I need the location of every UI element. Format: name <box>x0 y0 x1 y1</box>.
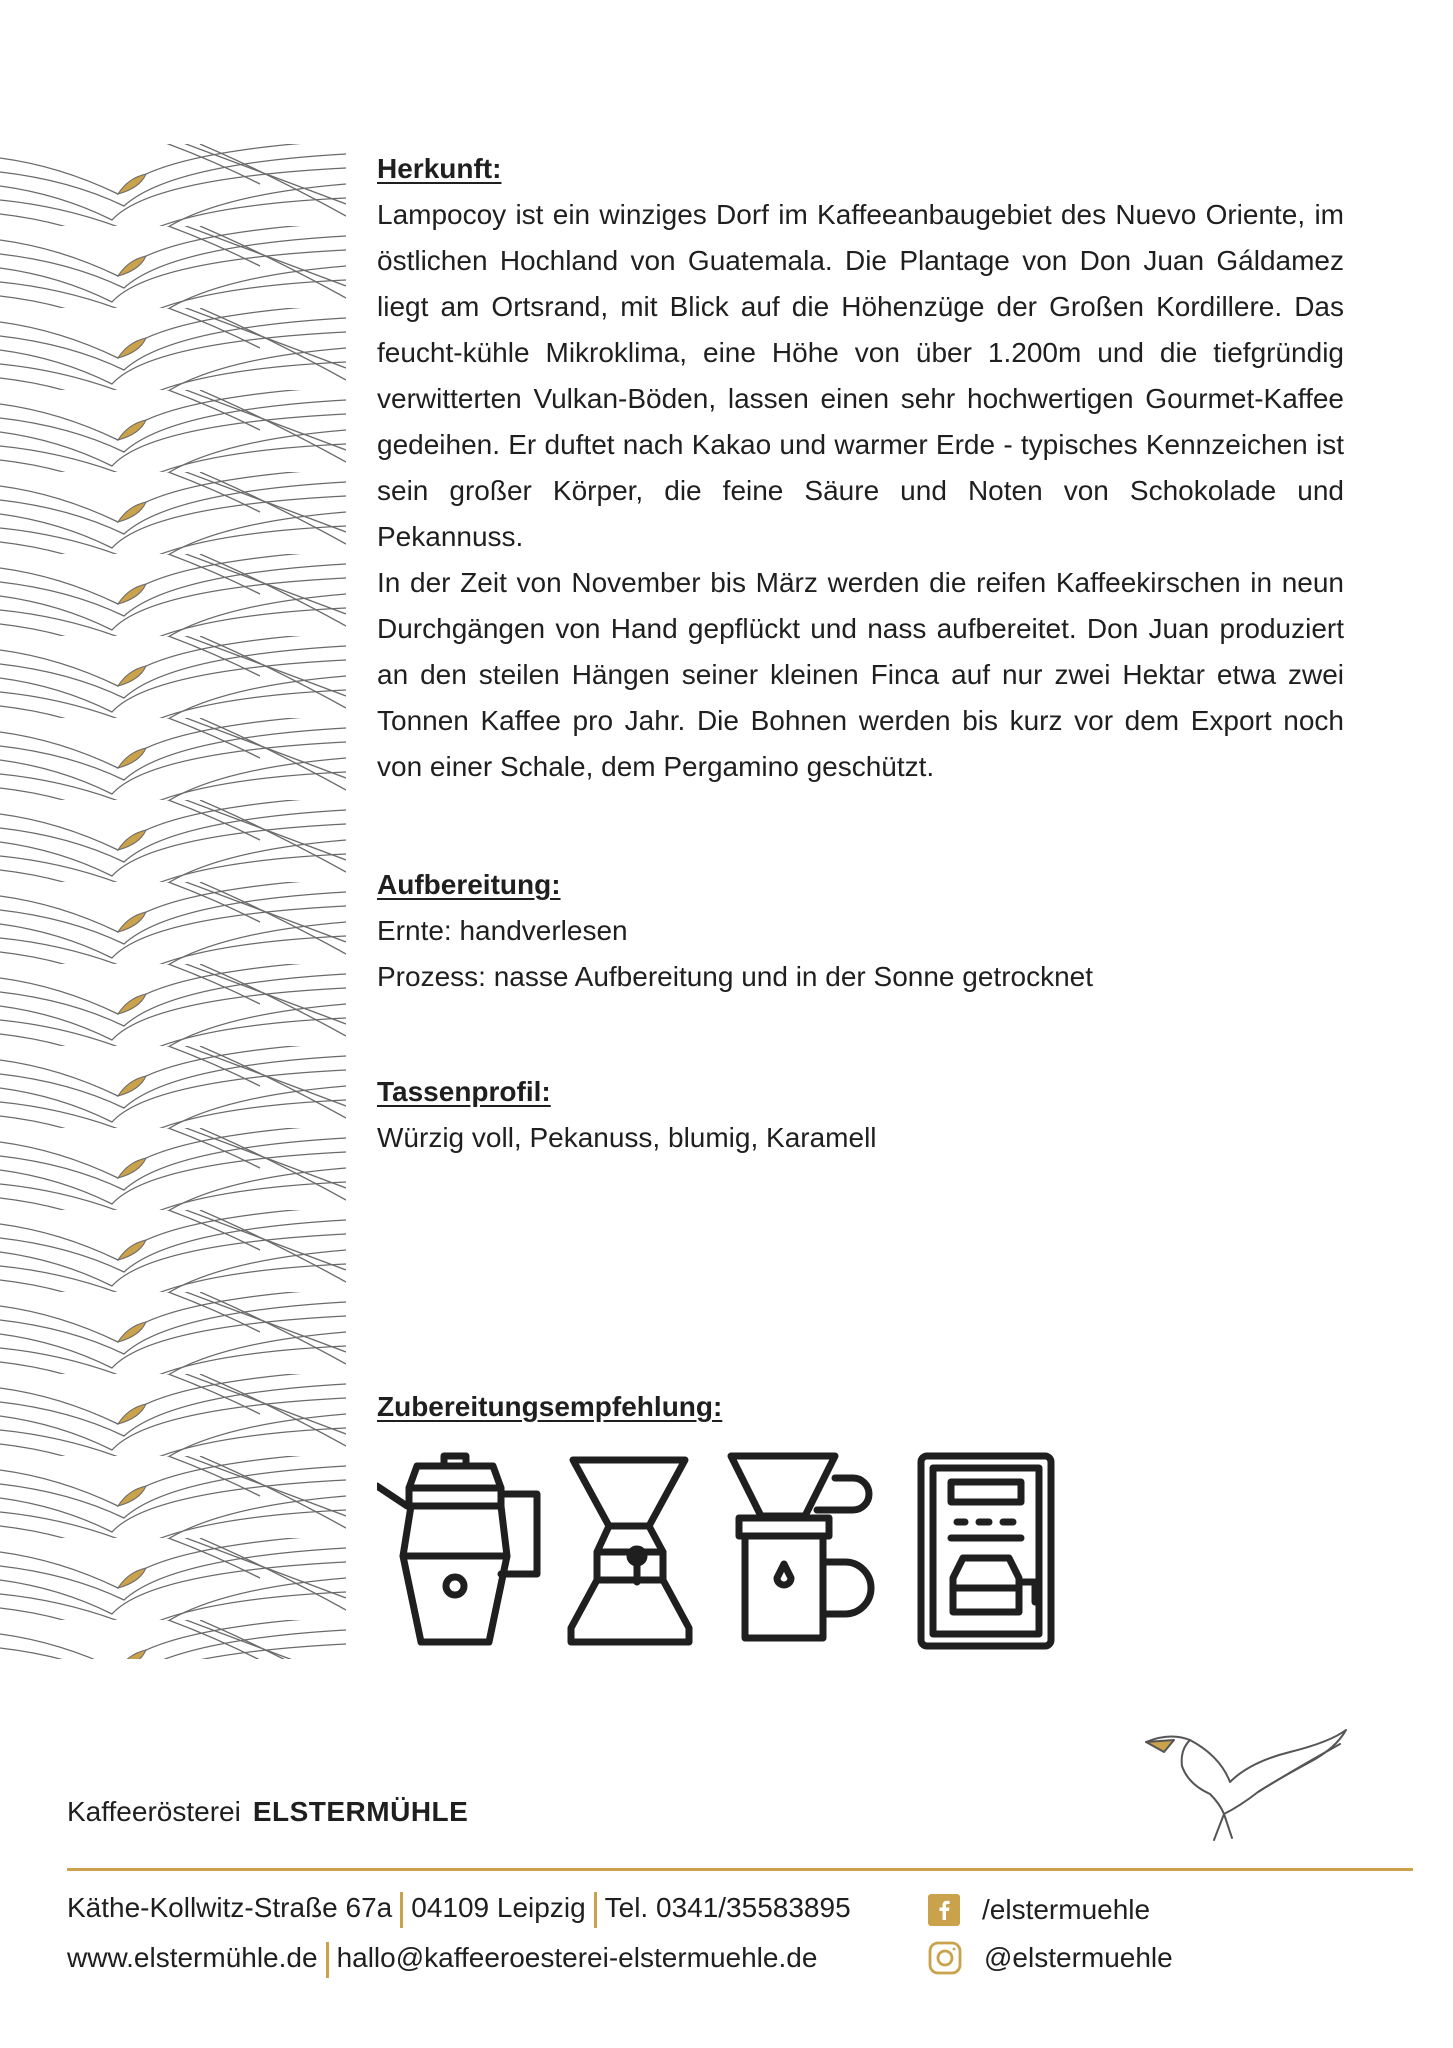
tassenprofil-text: Würzig voll, Pekanuss, blumig, Karamell <box>377 1122 877 1153</box>
gold-divider <box>67 1868 1413 1871</box>
instagram-link[interactable] <box>928 1938 1173 1978</box>
footer-street: Käthe-Kollwitz-Straße 67a <box>67 1892 393 1923</box>
brand-name: ELSTERMÜHLE <box>252 1796 469 1827</box>
zubereitung-heading: Zubereitungsempfehlung: <box>377 1391 723 1422</box>
aufbereitung-section <box>377 862 1344 1000</box>
brand-line <box>67 1792 468 1832</box>
footer-website-link[interactable]: www.elstermühle.de <box>67 1942 318 1973</box>
ernte-line: Ernte: handverlesen <box>377 915 628 946</box>
magpie-logo-icon <box>1140 1722 1350 1842</box>
divider <box>400 1892 403 1928</box>
herkunft-paragraph-1: Lampocoy ist ein winziges Dorf im Kaffeeanbaugebiet des Nuevo Oriente, im östlichen Hochland von Guatemala. Die Plantage von Don Juan Gáldamez liegt am Ortsrand, mit Blick auf die Höhenzüge der Großen Kordillere. Das feucht-kühle Mikroklima, eine Höhe von über 1.200m und die tiefgründig verwitterten Vulkan-Böden, lassen einen sehr hochwertigen Gourmet-Kaffee gedeihen. Er duftet nach Kakao und warmer Erde - typisches Kennzeichen ist sein großer Körper, die feine Säure und Noten von Schokolade und Pekannuss. <box>377 199 1344 552</box>
aufbereitung-heading: Aufbereitung: <box>377 869 561 900</box>
chemex-icon <box>567 1452 697 1652</box>
tassenprofil-heading: Tassenprofil: <box>377 1076 551 1107</box>
footer-contact-row <box>67 1938 817 1978</box>
divider <box>594 1892 597 1928</box>
herkunft-section <box>377 146 1344 790</box>
herkunft-heading: Herkunft: <box>377 153 502 184</box>
prozess-line: Prozess: nasse Aufbereitung und in der Sonne getrocknet <box>377 961 1094 992</box>
instagram-handle: @elstermuehle <box>984 1942 1173 1973</box>
divider <box>326 1942 329 1978</box>
footer-city: 04109 Leipzig <box>411 1892 586 1923</box>
footer-phone[interactable]: Tel. 0341/35583895 <box>604 1892 851 1923</box>
tassenprofil-section <box>377 1069 1344 1161</box>
brand-prefix: Kaffeerösterei <box>67 1796 241 1827</box>
facebook-icon <box>928 1894 960 1926</box>
footer-email-link[interactable]: hallo@kaffeeroesterei-elstermuehle.de <box>336 1942 818 1973</box>
zubereitung-section <box>377 1384 1344 1430</box>
moka-pot-icon <box>377 1452 547 1652</box>
drip-coffee-machine-icon <box>917 1452 1057 1652</box>
brew-icons <box>377 1452 1077 1652</box>
pour-over-dripper-icon <box>727 1452 877 1652</box>
footer-address-row <box>67 1888 851 1928</box>
facebook-handle: /elstermuehle <box>982 1894 1151 1925</box>
wave-pattern <box>0 144 346 1659</box>
herkunft-paragraph-2: In der Zeit von November bis März werden die reifen Kaffeekirschen in neun Durchgängen von Hand gepflückt und nass aufbereitet. Don Juan produziert an den steilen Hängen seiner kleinen Finca auf nur zwei Hektar etwa zwei Tonnen Kaffee pro Jahr. Die Bohnen werden bis kurz vor dem Export noch von einer Schale, dem Pergamino geschützt. <box>377 567 1344 782</box>
facebook-link[interactable] <box>928 1890 1150 1930</box>
instagram-icon <box>928 1941 962 1975</box>
